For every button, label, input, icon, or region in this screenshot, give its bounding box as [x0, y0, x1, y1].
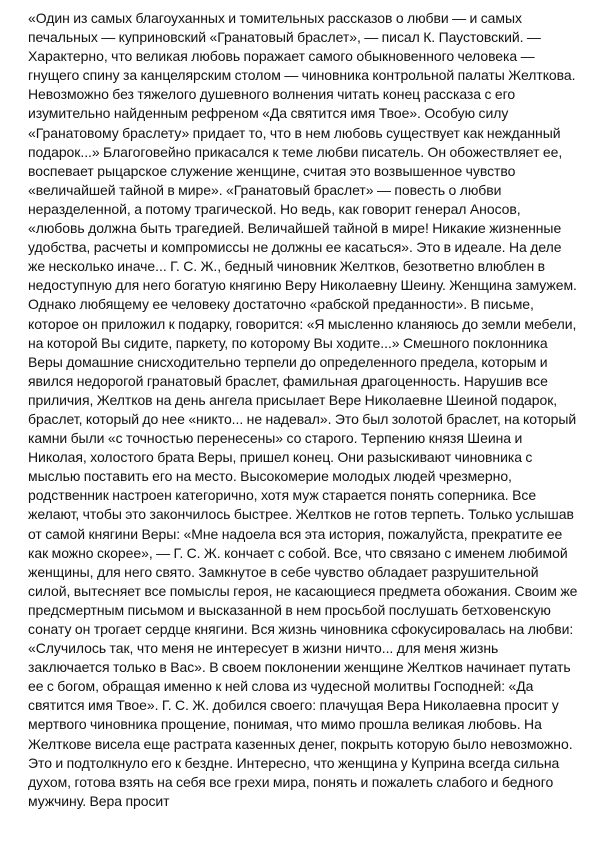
body-paragraph: «Один из самых благоуханных и томительных рассказов о любви — и самых печальных — куприновский «Гранатовый браслет», — писал К. Паустовский. — Характерно, что великая любовь поражает самого обыкновенного человека — гнущего спину за канцелярским столом — чиновника контрольной палаты Желткова. Невозможно без тяжелого душевного волнения читать конец рассказа с его изумительно найденным рефреном «Да святится имя Твое». Особую силу «Гранатовому браслету» придает то, что в нем любовь существует как нежданный подарок...» Благоговейно прикасался к теме любви писатель. Он обожествляет ее, воспевает рыцарское служение женщине, считая это возвышенное чувство «величайшей тайной в мире». «Гранатовый браслет» — повесть о любви неразделенной, а потому трагической. Но ведь, как говорит генерал Аносов, «любовь должна быть трагедией. Величайшей тайной в мире! Никакие жизненные удобства, расчеты и компромиссы не должны ее касаться». Это в идеале. На деле же несколько иначе... Г. С. Ж., бедный чиновник Желтков, безответно влюблен в недоступную для него богатую княгиню Веру Николаевну Шеину. Женщина замужем. Однако любящему ее человеку достаточно «рабской преданности». В письме, которое он приложил к подарку, говорится: «Я мысленно кланяюсь до земли мебели, на которой Вы сидите, паркету, по которому Вы ходите...» Смешного поклонника Веры домашние снисходительно терпели до определенного предела, которым и явился недорогой гранатовый браслет, фамильная драгоценность. Нарушив все приличия, Желтков на день ангела присылает Вере Николаевне Шеиной подарок, браслет, который до нее «никто... не надевал». Это был золотой браслет, на который камни были «с точностью перенесены» со старого. Терпению князя Шеина и Николая, холостого брата Веры, пришел конец. Они разыскивают чиновника с мыслью поставить его на место. Высокомерие молодых людей чрезмерно, родственник настроен категорично, хотя муж старается понять соперника. Все желают, чтобы это закончилось быстрее. Желтков не готов терпеть. Только услышав от самой княгини Веры: «Мне надоела вся эта история, пожалуйста, прекратите ее как можно скорее», — Г. С. Ж. кончает с собой. Все, что связано с именем любимой женщины, для него свято. Замкнутое в себе чувство обладает разрушительной силой, вытесняет все помыслы героя, не касающиеся предмета обожания. Своим же предсмертным письмом и высказанной в нем просьбой послушать бетховенскую сонату он трогает сердце княгини. Вся жизнь чиновника сфокусировалась на любви: «Случилось так, что меня не интересует в жизни ничто... для меня жизнь заключается только в Вас». В своем поклонении женщине Желтков начинает путать ее с богом, обращая именно к ней слова из чудесной молитвы Господней: «Да святится имя Твое». Г. С. Ж. добился своего: плачущая Вера Николаевна просит у мертвого чиновника прощение, понимая, что мимо прошла великая любовь. На Желткове висела еще растрата казенных денег, покрыть которую было невозможно. Это и подтолкнуло его к бездне. Интересно, что женщина у Куприна всегда сильна духом, готова взять на себя все грехи мира, понять и пожалеть слабого и бедного мужчину. Вера просит	[28, 10, 578, 809]
